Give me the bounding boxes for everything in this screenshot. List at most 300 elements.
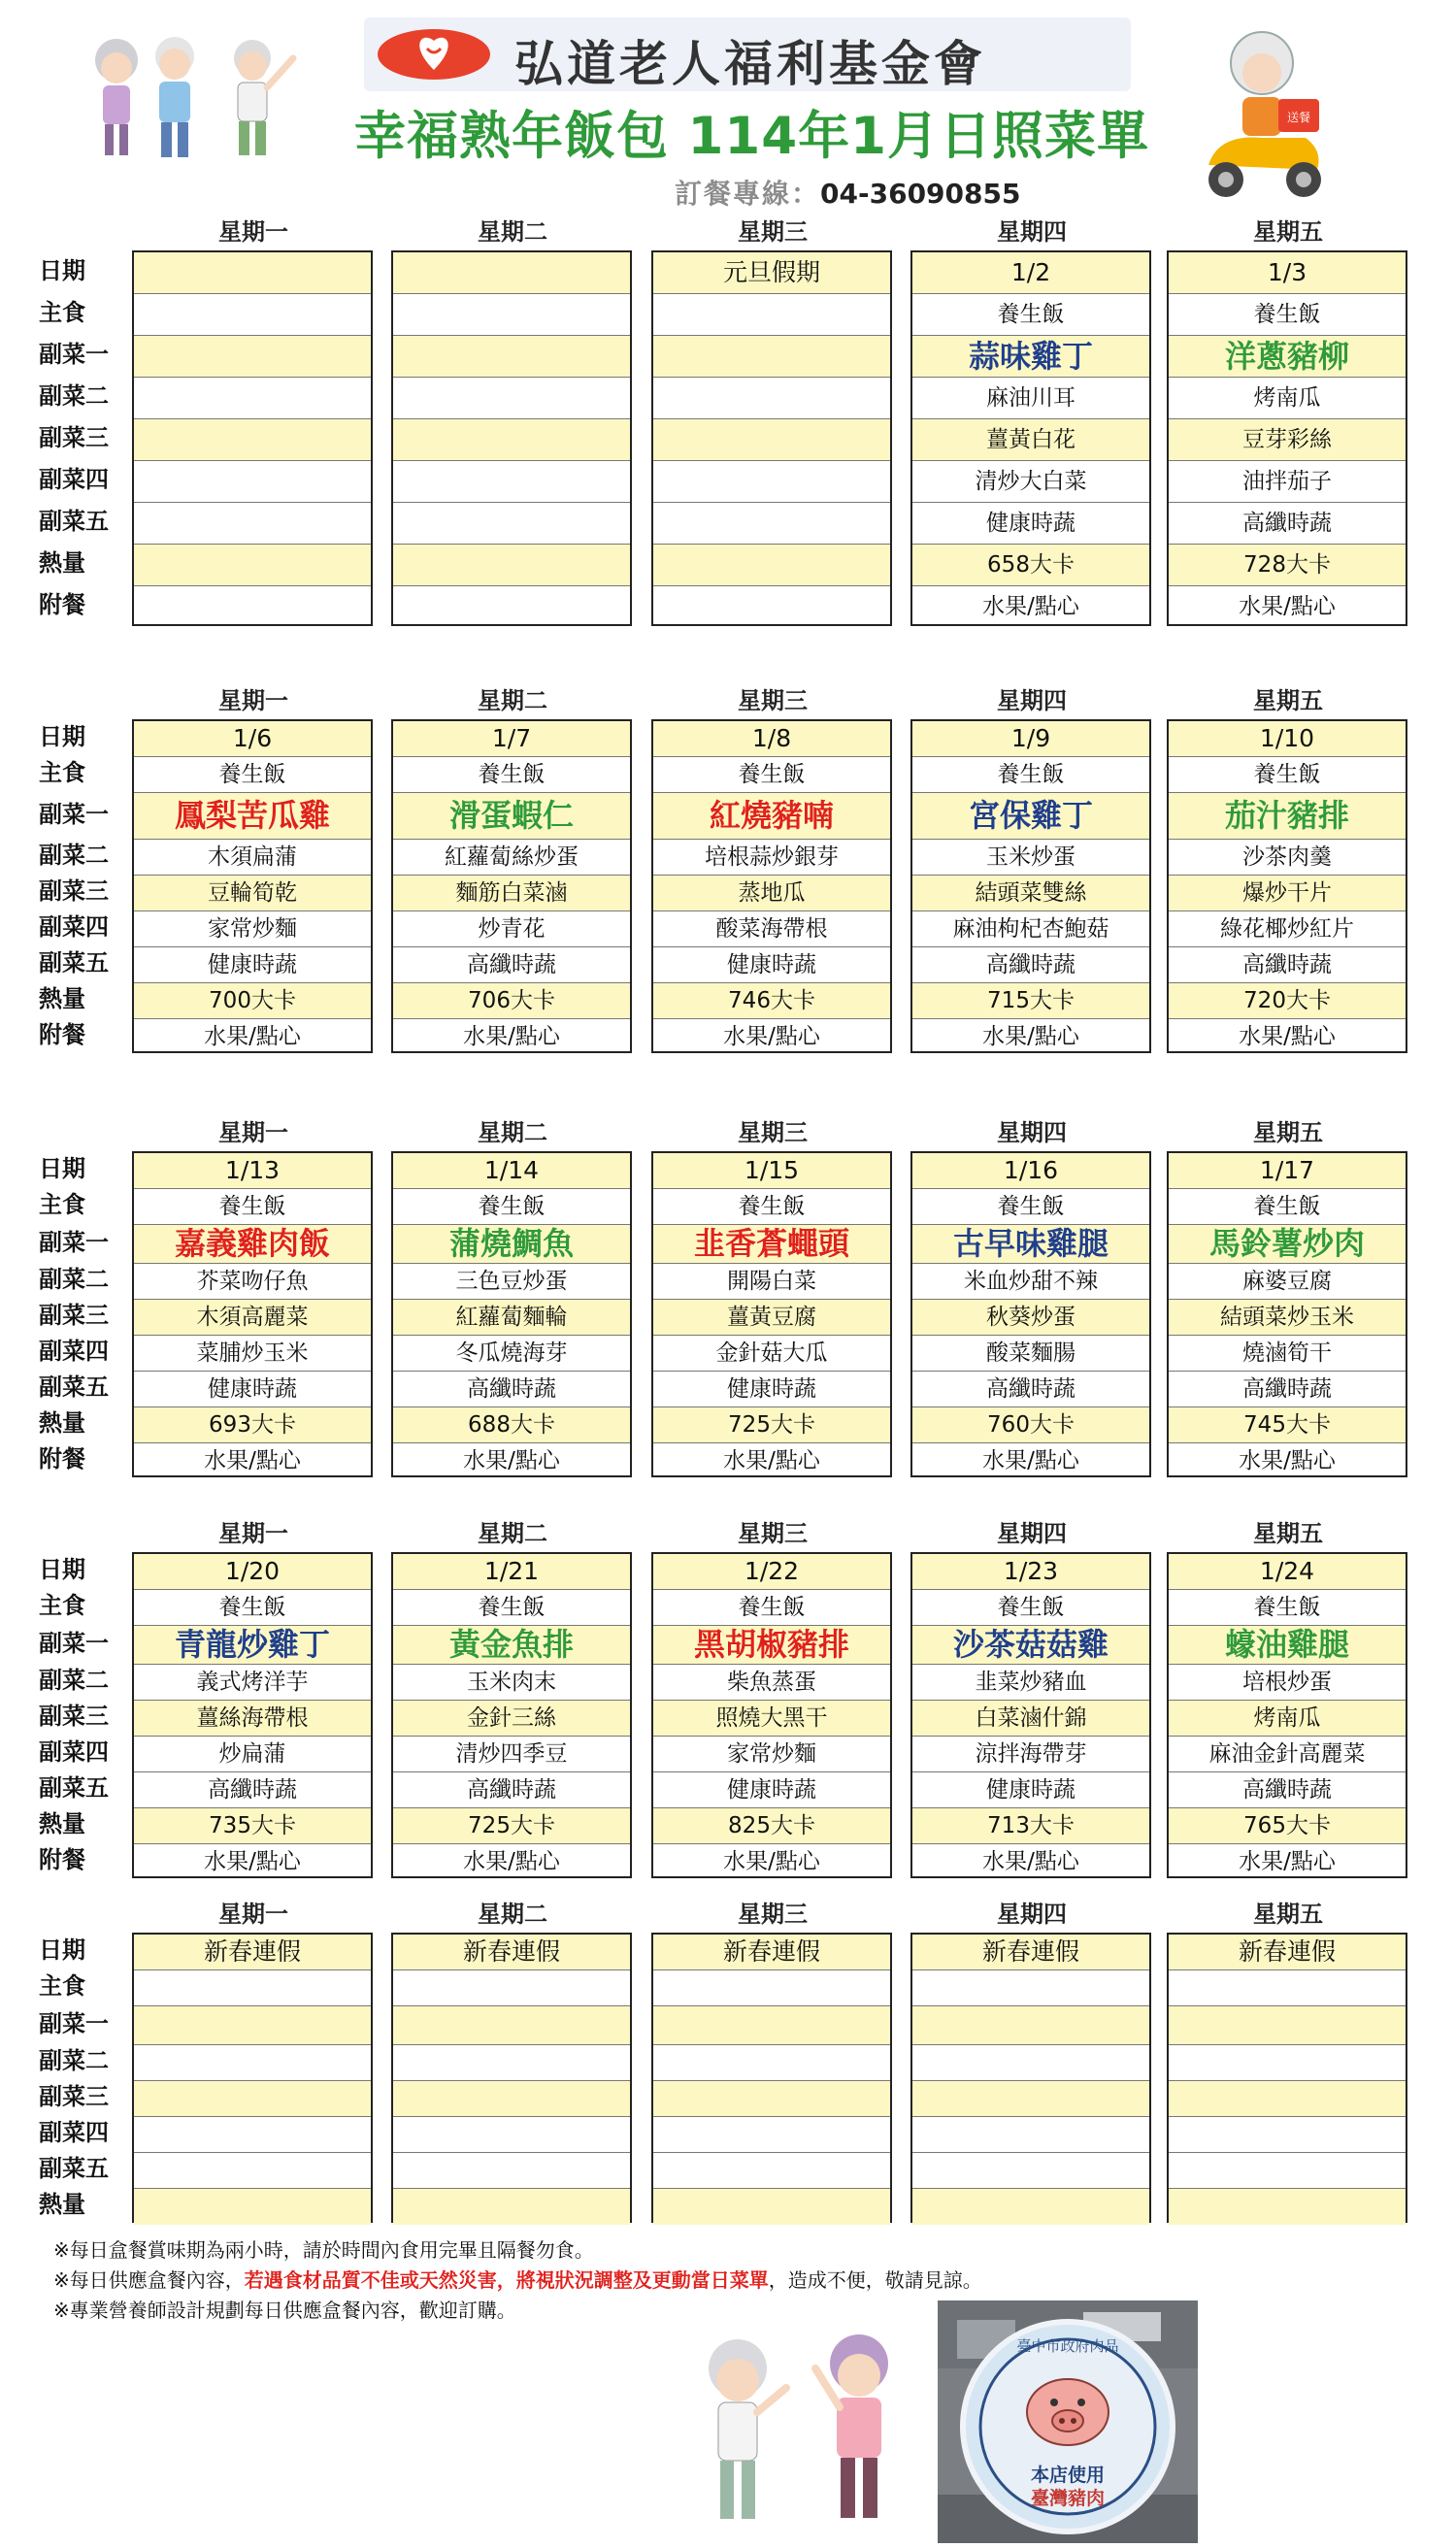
day-header: 星期一 (218, 1901, 288, 1928)
menu-cell-s1: 黑胡椒豬排 (653, 1626, 890, 1665)
delivery-scooter-illustration (1189, 19, 1335, 214)
menu-cell-kcal: 706大卡 (393, 983, 630, 1019)
row-label: 日期 (39, 723, 85, 750)
menu-cell-kcal: 760大卡 (912, 1407, 1149, 1443)
menu-cell-extra: 水果/點心 (1239, 1024, 1336, 1049)
day-column (910, 1552, 1151, 1878)
menu-cell-s5: 健康時蔬 (653, 947, 890, 983)
menu-cell-s3: 結頭菜炒玉米 (1169, 1300, 1406, 1336)
menu-cell-main (134, 1970, 371, 2006)
day-column (651, 1151, 892, 1477)
menu-cell-s2 (134, 2045, 371, 2081)
row-label: 副菜三 (39, 1302, 109, 1329)
day-column (391, 250, 632, 626)
scooter-text: 送餐 (1286, 111, 1311, 124)
day-header: 星期一 (218, 1119, 288, 1146)
menu-cell-kcal (134, 545, 371, 586)
day-column (132, 1552, 373, 1878)
row-label: 日期 (39, 1155, 85, 1182)
menu-cell-kcal: 746大卡 (653, 983, 890, 1019)
row-label: 副菜一 (39, 341, 109, 368)
day-header: 星期二 (478, 1901, 547, 1928)
menu-cell-s5: 高纖時蔬 (134, 1772, 371, 1808)
menu-cell-main: 養生飯 (134, 1189, 371, 1225)
menu-cell-s3: 秋葵炒蛋 (912, 1300, 1149, 1336)
day-header: 星期三 (738, 687, 808, 714)
menu-cell-s5 (1169, 2153, 1406, 2189)
menu-cell-s1: 紅燒豬喃 (653, 793, 890, 840)
row-label: 副菜二 (39, 1266, 109, 1293)
menu-cell-kcal (653, 545, 890, 586)
hotline-number: 04-36090855 (820, 178, 1021, 210)
menu-cell-s5: 高纖時蔬 (1169, 503, 1406, 545)
menu-cell-s2: 芥菜吻仔魚 (134, 1264, 371, 1300)
menu-cell-s2 (912, 2045, 1149, 2081)
menu-cell-extra (393, 586, 630, 628)
row-label: 熱量 (39, 985, 85, 1012)
day-column (132, 1151, 373, 1477)
menu-cell-date: 1/7 (393, 721, 630, 757)
hotline-label: 訂餐專線： (675, 178, 821, 210)
organization-name: 弘道老人福利基金會 (514, 36, 986, 92)
menu-cell-s4: 冬瓜燒海芽 (393, 1336, 630, 1372)
menu-cell-s3: 蒸地瓜 (653, 876, 890, 911)
row-label: 附餐 (39, 591, 85, 618)
menu-cell-s5 (134, 2153, 371, 2189)
day-column (910, 1933, 1151, 2223)
day-column (391, 1933, 632, 2223)
day-column (651, 1933, 892, 2223)
seal-line1: 本店使用 (1030, 2465, 1106, 2486)
day-column (1167, 1933, 1407, 2223)
menu-cell-s3 (912, 2081, 1149, 2117)
menu-cell-s1 (653, 336, 890, 378)
menu-cell-s1: 洋蔥豬柳 (1169, 336, 1406, 378)
row-label: 副菜二 (39, 1667, 109, 1694)
menu-cell-kcal: 725大卡 (653, 1407, 890, 1443)
organization-logo-icon (376, 27, 492, 82)
menu-header (0, 0, 1456, 218)
menu-cell-extra: 水果/點心 (204, 1849, 301, 1874)
menu-cell-s3: 烤南瓜 (1169, 1701, 1406, 1737)
menu-cell-s3: 豆芽彩絲 (1169, 419, 1406, 461)
seal-ring-text: 臺中市政府肉品 (1016, 2337, 1119, 2355)
day-header: 星期四 (997, 1901, 1067, 1928)
menu-cell-extra: 水果/點心 (723, 1024, 820, 1049)
menu-cell-kcal (912, 2189, 1149, 2225)
menu-cell-s5 (653, 503, 890, 545)
menu-cell-date: 1/16 (912, 1153, 1149, 1189)
menu-cell-extra: 水果/點心 (1239, 1849, 1336, 1874)
menu-cell-main: 養生飯 (912, 757, 1149, 793)
day-header: 星期五 (1253, 218, 1323, 246)
menu-cell-s2: 麻油川耳 (912, 378, 1149, 419)
organization-banner (364, 17, 1131, 91)
menu-cell-s4 (134, 461, 371, 503)
note-menu-change-b: ，造成不便，敬請見諒。 (768, 2268, 982, 2292)
menu-cell-s4 (912, 2117, 1149, 2153)
menu-cell-s1: 蠔油雞腿 (1169, 1626, 1406, 1665)
menu-cell-main (393, 294, 630, 336)
menu-cell-s1: 嘉義雞肉飯 (134, 1225, 371, 1264)
menu-cell-s5: 高纖時蔬 (1169, 1372, 1406, 1407)
menu-cell-s4: 家常炒麵 (134, 911, 371, 947)
day-column (132, 719, 373, 1053)
menu-cell-s3: 薑絲海帶根 (134, 1701, 371, 1737)
menu-cell-s5: 高纖時蔬 (393, 1772, 630, 1808)
menu-cell-main (912, 1970, 1149, 2006)
menu-cell-s4 (393, 2117, 630, 2153)
menu-cell-s5: 健康時蔬 (653, 1372, 890, 1407)
menu-cell-s4: 菜脯炒玉米 (134, 1336, 371, 1372)
menu-cell-s3 (393, 2081, 630, 2117)
menu-cell-date: 1/23 (912, 1554, 1149, 1590)
note-menu-change-warning: 若遇食材品質不佳或天然災害，將視狀況調整及更動當日菜單 (244, 2268, 769, 2292)
day-header: 星期四 (997, 218, 1067, 246)
menu-cell-extra: 水果/點心 (982, 594, 1079, 619)
menu-cell-s2: 玉米炒蛋 (912, 840, 1149, 876)
day-header: 星期四 (997, 1119, 1067, 1146)
menu-cell-kcal (134, 2189, 371, 2225)
menu-cell-s4 (134, 2117, 371, 2153)
menu-cell-s2 (393, 378, 630, 419)
menu-cell-s1: 宮保雞丁 (912, 793, 1149, 840)
menu-cell-s4: 炒扁蒲 (134, 1737, 371, 1772)
menu-cell-main: 養生飯 (1169, 1590, 1406, 1626)
menu-cell-date: 1/20 (134, 1554, 371, 1590)
menu-cell-s1 (653, 2006, 890, 2045)
menu-cell-s2: 木須扁蒲 (134, 840, 371, 876)
menu-cell-date: 1/24 (1169, 1554, 1406, 1590)
day-header: 星期五 (1253, 1901, 1323, 1928)
row-label: 副菜五 (39, 949, 109, 976)
menu-cell-extra: 水果/點心 (723, 1849, 820, 1874)
menu-cell-main: 養生飯 (653, 1189, 890, 1225)
day-column (132, 1933, 373, 2223)
menu-cell-kcal: 700大卡 (134, 983, 371, 1019)
menu-cell-kcal: 693大卡 (134, 1407, 371, 1443)
menu-cell-s3: 白菜滷什錦 (912, 1701, 1149, 1737)
menu-cell-s1: 沙茶菇菇雞 (912, 1626, 1149, 1665)
menu-cell-main: 養生飯 (1169, 294, 1406, 336)
row-label: 附餐 (39, 1846, 85, 1873)
note-menu-change-a: ※每日供應盒餐內容， (53, 2268, 245, 2292)
menu-cell-s4: 酸菜海帶根 (653, 911, 890, 947)
menu-cell-s1: 蒜味雞丁 (912, 336, 1149, 378)
menu-cell-date: 1/15 (653, 1153, 890, 1189)
seal-line2: 臺灣豬肉 (1030, 2488, 1106, 2509)
day-column (651, 250, 892, 626)
menu-cell-s4: 麻油金針高麗菜 (1169, 1737, 1406, 1772)
menu-cell-date (134, 252, 371, 294)
menu-cell-date: 1/9 (912, 721, 1149, 757)
menu-cell-s3 (393, 419, 630, 461)
menu-cell-date (393, 252, 630, 294)
menu-cell-s5: 高纖時蔬 (393, 947, 630, 983)
row-label: 副菜四 (39, 1738, 109, 1766)
menu-cell-main: 養生飯 (134, 1590, 371, 1626)
day-header: 星期二 (478, 687, 547, 714)
row-label: 副菜三 (39, 877, 109, 905)
menu-cell-extra: 水果/點心 (204, 1448, 301, 1473)
menu-cell-s2: 柴魚蒸蛋 (653, 1665, 890, 1701)
menu-cell-s1: 古早味雞腿 (912, 1225, 1149, 1264)
menu-cell-date: 1/8 (653, 721, 890, 757)
day-column (651, 1552, 892, 1878)
menu-cell-main: 養生飯 (1169, 1189, 1406, 1225)
menu-cell-kcal: 725大卡 (393, 1808, 630, 1844)
menu-cell-main (653, 1970, 890, 2006)
menu-cell-main (1169, 1970, 1406, 2006)
day-header: 星期三 (738, 218, 808, 246)
menu-cell-extra (653, 586, 890, 628)
menu-cell-date: 1/17 (1169, 1153, 1406, 1189)
day-column (1167, 1552, 1407, 1878)
menu-cell-extra: 水果/點心 (982, 1448, 1079, 1473)
day-header: 星期三 (738, 1901, 808, 1928)
day-header: 星期二 (478, 1119, 547, 1146)
order-hotline (675, 173, 1020, 212)
menu-cell-extra: 水果/點心 (1239, 1448, 1336, 1473)
day-header: 星期三 (738, 1520, 808, 1547)
menu-cell-s1: 滑蛋蝦仁 (393, 793, 630, 840)
menu-cell-kcal: 765大卡 (1169, 1808, 1406, 1844)
menu-cell-kcal: 735大卡 (134, 1808, 371, 1844)
menu-cell-s5: 高纖時蔬 (393, 1372, 630, 1407)
menu-cell-s4 (653, 2117, 890, 2153)
menu-cell-extra: 水果/點心 (204, 1024, 301, 1049)
menu-cell-date: 1/14 (393, 1153, 630, 1189)
day-column (651, 719, 892, 1053)
row-label: 主食 (39, 1191, 85, 1218)
menu-cell-date: 1/10 (1169, 721, 1406, 757)
menu-cell-s3 (134, 419, 371, 461)
menu-cell-s1: 韭香蒼蠅頭 (653, 1225, 890, 1264)
row-label: 副菜四 (39, 2119, 109, 2146)
menu-cell-s4: 炒青花 (393, 911, 630, 947)
menu-cell-kcal: 713大卡 (912, 1808, 1149, 1844)
menu-cell-s5: 健康時蔬 (912, 1772, 1149, 1808)
menu-cell-date: 1/21 (393, 1554, 630, 1590)
row-label: 附餐 (39, 1445, 85, 1473)
menu-cell-s2: 韭菜炒豬血 (912, 1665, 1149, 1701)
row-label: 副菜二 (39, 382, 109, 410)
menu-cell-s3: 豆輪筍乾 (134, 876, 371, 911)
menu-cell-main: 養生飯 (393, 1189, 630, 1225)
row-label: 附餐 (39, 1021, 85, 1048)
menu-cell-s2: 麻婆豆腐 (1169, 1264, 1406, 1300)
row-label: 副菜五 (39, 1774, 109, 1802)
menu-cell-s3: 麵筋白菜滷 (393, 876, 630, 911)
menu-cell-s5: 高纖時蔬 (912, 947, 1149, 983)
menu-cell-s5: 健康時蔬 (134, 1372, 371, 1407)
menu-cell-main: 養生飯 (912, 1590, 1149, 1626)
menu-cell-s3 (134, 2081, 371, 2117)
menu-cell-s1: 茄汁豬排 (1169, 793, 1406, 840)
menu-title: 幸福熟年飯包 114年1月日照菜單 (354, 107, 1149, 166)
menu-cell-s2: 義式烤洋芋 (134, 1665, 371, 1701)
menu-cell-s4: 油拌茄子 (1169, 461, 1406, 503)
menu-cell-s2: 培根炒蛋 (1169, 1665, 1406, 1701)
menu-cell-extra: 水果/點心 (463, 1849, 560, 1874)
menu-cell-s3 (1169, 2081, 1406, 2117)
day-header: 星期三 (738, 1119, 808, 1146)
day-column (391, 1552, 632, 1878)
day-column (391, 719, 632, 1053)
row-label: 熱量 (39, 1409, 85, 1437)
day-header: 星期五 (1253, 1119, 1323, 1146)
day-column (391, 1151, 632, 1477)
menu-cell-s3: 結頭菜雙絲 (912, 876, 1149, 911)
menu-cell-s4: 清炒四季豆 (393, 1737, 630, 1772)
menu-cell-date: 1/3 (1169, 252, 1406, 294)
menu-cell-main: 養生飯 (912, 294, 1149, 336)
day-header: 星期一 (218, 1520, 288, 1547)
row-label: 主食 (39, 299, 85, 326)
day-header: 星期四 (997, 1520, 1067, 1547)
menu-cell-s3: 照燒大黑干 (653, 1701, 890, 1737)
row-label: 副菜一 (39, 1229, 109, 1256)
row-label: 副菜五 (39, 1373, 109, 1401)
menu-cell-kcal (393, 545, 630, 586)
menu-cell-main: 養生飯 (393, 757, 630, 793)
menu-cell-extra: 水果/點心 (1239, 594, 1336, 619)
menu-cell-extra: 水果/點心 (982, 1024, 1079, 1049)
menu-cell-main (134, 294, 371, 336)
menu-cell-main: 養生飯 (653, 1590, 890, 1626)
day-column (910, 250, 1151, 626)
menu-cell-main: 養生飯 (653, 757, 890, 793)
menu-cell-date: 新春連假 (1169, 1935, 1406, 1970)
menu-cell-s4 (393, 461, 630, 503)
menu-cell-s4: 麻油枸杞杏鮑菇 (912, 911, 1149, 947)
menu-cell-kcal: 688大卡 (393, 1407, 630, 1443)
menu-cell-kcal (393, 2189, 630, 2225)
menu-cell-s4: 綠花椰炒紅片 (1169, 911, 1406, 947)
menu-cell-s3: 薑黃白花 (912, 419, 1149, 461)
menu-cell-s4: 家常炒麵 (653, 1737, 890, 1772)
row-label: 副菜三 (39, 424, 109, 451)
menu-cell-s2 (1169, 2045, 1406, 2081)
row-label: 主食 (39, 759, 85, 786)
day-header: 星期一 (218, 687, 288, 714)
taiwan-pork-seal-photo (938, 2300, 1198, 2543)
row-label: 副菜二 (39, 842, 109, 869)
menu-cell-s3: 爆炒干片 (1169, 876, 1406, 911)
menu-cell-s3 (653, 2081, 890, 2117)
menu-cell-s5: 健康時蔬 (653, 1772, 890, 1808)
menu-cell-date: 新春連假 (653, 1935, 890, 1970)
menu-cell-main (393, 1970, 630, 2006)
menu-cell-s5: 高纖時蔬 (912, 1372, 1149, 1407)
note-shelf-life: ※每日盒餐賞味期為兩小時，請於時間內食用完畢且隔餐勿食。 (53, 2238, 594, 2262)
menu-cell-s5 (393, 503, 630, 545)
row-label: 熱量 (39, 549, 85, 577)
menu-cell-kcal (1169, 2189, 1406, 2225)
menu-cell-main (653, 294, 890, 336)
menu-cell-s3: 木須高麗菜 (134, 1300, 371, 1336)
taiwan-pork-seal-icon (938, 2300, 1198, 2543)
menu-cell-extra: 水果/點心 (723, 1448, 820, 1473)
menu-cell-s2: 米血炒甜不辣 (912, 1264, 1149, 1300)
row-label: 副菜五 (39, 508, 109, 535)
elderly-couple-illustration (78, 19, 340, 165)
row-label: 熱量 (39, 1810, 85, 1837)
menu-cell-kcal (653, 2189, 890, 2225)
day-column (1167, 1151, 1407, 1477)
menu-cell-s3: 薑黃豆腐 (653, 1300, 890, 1336)
menu-cell-date: 1/6 (134, 721, 371, 757)
menu-cell-kcal: 745大卡 (1169, 1407, 1406, 1443)
menu-cell-s2: 三色豆炒蛋 (393, 1264, 630, 1300)
menu-cell-s1: 鳳梨苦瓜雞 (134, 793, 371, 840)
menu-cell-kcal: 715大卡 (912, 983, 1149, 1019)
menu-cell-s4: 酸菜麵腸 (912, 1336, 1149, 1372)
menu-cell-s5: 健康時蔬 (134, 947, 371, 983)
menu-cell-date: 新春連假 (134, 1935, 371, 1970)
day-column (910, 719, 1151, 1053)
menu-cell-s4 (653, 461, 890, 503)
menu-cell-kcal: 825大卡 (653, 1808, 890, 1844)
menu-cell-extra: 水果/點心 (982, 1849, 1079, 1874)
menu-cell-s4: 清炒大白菜 (912, 461, 1149, 503)
menu-cell-date: 1/2 (912, 252, 1149, 294)
row-label: 日期 (39, 257, 85, 284)
menu-cell-extra: 水果/點心 (463, 1448, 560, 1473)
row-label: 副菜一 (39, 2010, 109, 2037)
menu-cell-s1 (393, 2006, 630, 2045)
menu-cell-main: 養生飯 (393, 1590, 630, 1626)
menu-cell-s1 (393, 336, 630, 378)
menu-cell-main: 養生飯 (1169, 757, 1406, 793)
menu-cell-s1 (912, 2006, 1149, 2045)
row-label: 副菜三 (39, 1703, 109, 1730)
menu-cell-s2 (393, 2045, 630, 2081)
menu-cell-kcal: 728大卡 (1169, 545, 1406, 586)
menu-cell-s5 (912, 2153, 1149, 2189)
menu-cell-s4: 燒滷筍干 (1169, 1336, 1406, 1372)
row-label: 副菜四 (39, 913, 109, 941)
note-menu-change (53, 2266, 1412, 2296)
menu-cell-s1: 青龍炒雞丁 (134, 1626, 371, 1665)
row-label: 副菜一 (39, 1630, 109, 1657)
day-column (1167, 719, 1407, 1053)
menu-cell-kcal: 720大卡 (1169, 983, 1406, 1019)
row-label: 日期 (39, 1936, 85, 1964)
row-label: 副菜四 (39, 1338, 109, 1365)
menu-cell-s4: 金針菇大瓜 (653, 1336, 890, 1372)
menu-cell-s3: 金針三絲 (393, 1701, 630, 1737)
menu-cell-date: 1/13 (134, 1153, 371, 1189)
menu-cell-kcal: 658大卡 (912, 545, 1149, 586)
day-header: 星期五 (1253, 1520, 1323, 1547)
menu-cell-s2 (653, 378, 890, 419)
menu-cell-s4: 涼拌海帶芽 (912, 1737, 1149, 1772)
menu-cell-s1: 黃金魚排 (393, 1626, 630, 1665)
menu-cell-s1 (134, 336, 371, 378)
note-nutritionist: ※專業營養師設計規劃每日供應盒餐內容，歡迎訂購。 (53, 2299, 516, 2322)
day-column (132, 250, 373, 626)
menu-cell-s5: 高纖時蔬 (1169, 947, 1406, 983)
menu-cell-date: 新春連假 (393, 1935, 630, 1970)
menu-cell-s2: 玉米肉末 (393, 1665, 630, 1701)
row-label: 副菜五 (39, 2155, 109, 2182)
day-header: 星期五 (1253, 687, 1323, 714)
row-label: 副菜一 (39, 801, 109, 828)
menu-cell-s1: 馬鈴薯炒肉 (1169, 1225, 1406, 1264)
day-column (910, 1151, 1151, 1477)
menu-cell-s1: 蒲燒鯛魚 (393, 1225, 630, 1264)
